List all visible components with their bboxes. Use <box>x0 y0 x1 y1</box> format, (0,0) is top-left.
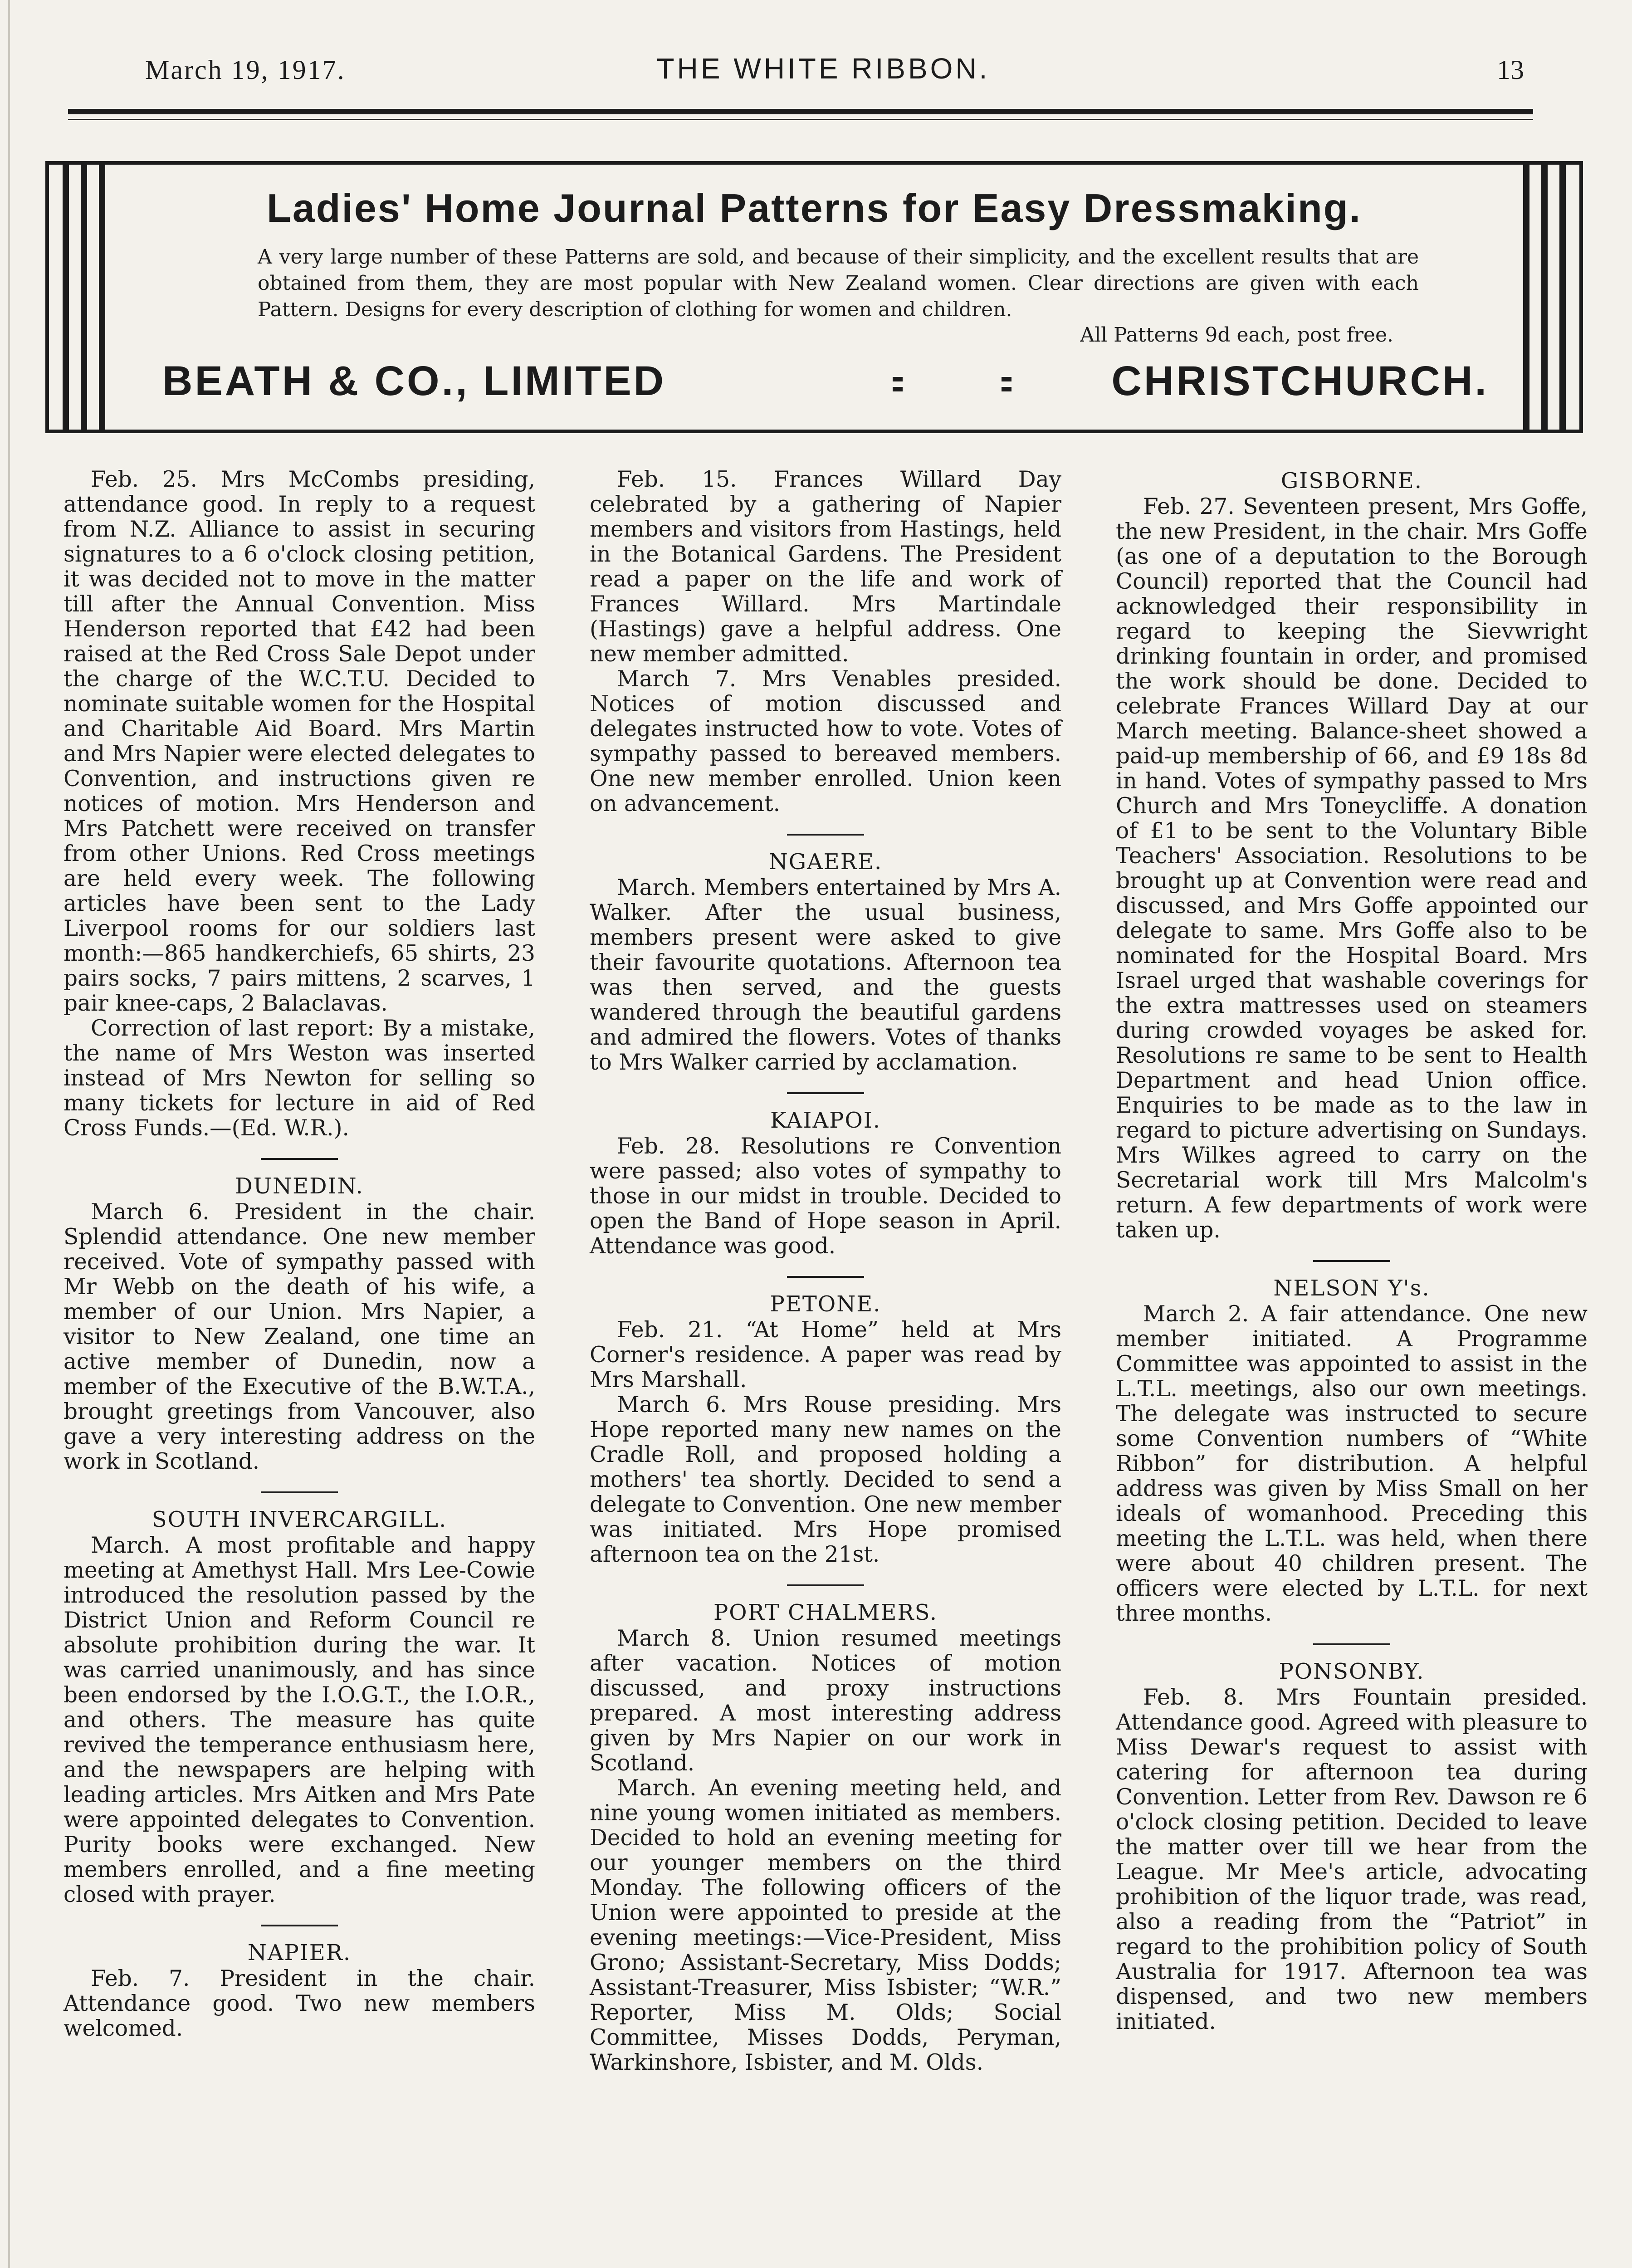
report-heading: GISBORNE. <box>1280 468 1423 494</box>
report-paragraph: Feb. 25. Mrs McCombs presiding, attendance good. In reply to a request from N.Z. Alliance to assist in securing signatures to a 6 o'clock closing petition, it was decided not to move in the matter till after the Annual Convention. Miss Henderson reported that £42 had been raised at the Red Cross Sale Depot under the charge of the W.C.T.U. Decided to nominate suitable women for the Hospital and Charitable Aid Board. Mrs Martin and Mrs Napier were elected delegates to Convention, and instructions given re notices of motion. Mrs Henderson and Mrs Patchett were received on transfer from other Unions. Red Cross meetings are held every week. The following articles have been sent to the Lady Liverpool rooms for our soldiers last month:—865 handkerchiefs, 65 shirts, 23 pairs socks, 7 pairs mittens, 2 scarves, 1 pair knee-caps, 2 Balaclavas. <box>64 467 535 1016</box>
ad-city: CHRISTCHURCH. <box>1111 358 1489 404</box>
report-ponsonby <box>1116 1658 1588 2034</box>
page-edge <box>8 0 10 2268</box>
report-heading: NAPIER. <box>247 1940 352 1965</box>
report-paragraph: Feb. 7. President in the chair. Attendance good. Two new members welcomed. <box>64 1966 535 2041</box>
ad-blurb: A very large number of these Patterns are sold, and because of their simplicity, and the excellent results that are obtained from them, they are most popular with New Zealand women. Clear directions are given with each Pattern. Designs for every description of clothing for women and children. <box>258 245 1419 321</box>
report-petone <box>590 1290 1061 1567</box>
section-separator <box>787 1276 864 1278</box>
column-3 <box>1116 467 1588 2034</box>
column-2 <box>590 467 1061 2075</box>
ad-separator <box>1002 377 1011 381</box>
report-port-chalmers <box>590 1599 1061 2075</box>
report-gisborne <box>1116 467 1588 1243</box>
section-separator <box>261 1925 338 1926</box>
header-rule <box>68 109 1533 114</box>
report-heading: SOUTH INVERCARGILL. <box>151 1507 447 1532</box>
section-separator <box>261 1491 338 1493</box>
ad-price: All Patterns 9d each, post free. <box>1080 323 1393 347</box>
report-paragraph: March. Members entertained by Mrs A. Walker. After the usual business, members present were asked to give their favourite quotations. Afternoon tea was then served, and the guests wandered through the beautiful gardens and admired the flowers. Votes of thanks to Mrs Walker carried by acclamation. <box>590 875 1061 1075</box>
report-paragraph: March 8. Union resumed meetings after vacation. Notices of motion discussed, and proxy instructions prepared. A most interesting address given by Mrs Napier on our work in Scotland. <box>590 1626 1061 1776</box>
report-paragraph: Feb. 28. Resolutions re Convention were passed; also votes of sympathy to those in our midst in trouble. Decided to open the Band of Hope season in April. Attendance was good. <box>590 1134 1061 1259</box>
report-nelson <box>1116 1275 1588 1626</box>
report-heading: DUNEDIN. <box>235 1173 364 1199</box>
report-heading: NGAERE. <box>768 849 883 875</box>
report-napier-continued <box>590 467 1061 816</box>
ad-separator <box>893 377 903 381</box>
report-paragraph: March. A most profitable and happy meeting at Amethyst Hall. Mrs Lee-Cowie introduced the resolution passed by the District Union and Reform Council re absolute prohibition during the war. It was carried unanimously, and has since been endorsed by the I.O.G.T., the I.O.R., and others. The measure has quite revived the temperance enthusiasm here, and the newspapers are helping with leading articles. Mrs Aitken and Mrs Pate were appointed delegates to Convention. Purity books were exchanged. New members enrolled, and a fine meeting closed with prayer. <box>64 1533 535 1907</box>
report-heading: PETONE. <box>770 1291 881 1317</box>
section-separator <box>787 1584 864 1586</box>
header-rule-thin <box>68 119 1533 120</box>
section-separator <box>787 1092 864 1094</box>
section-separator <box>1313 1643 1390 1645</box>
section-separator <box>787 834 864 836</box>
publication-title: THE WHITE RIBBON. <box>656 52 990 85</box>
report-paragraph: March 7. Mrs Venables presided. Notices of motion discussed and delegates instructed how to vote. Votes of sympathy passed to bereaved members. One new member enrolled. Union keen on advancement. <box>590 666 1061 816</box>
masthead <box>104 45 1542 100</box>
column-1 <box>64 467 535 2041</box>
report-heading: NELSON Y's. <box>1273 1276 1430 1301</box>
ad-firm-name: BEATH & CO., LIMITED <box>162 358 666 404</box>
report-kaiapoi <box>590 1107 1061 1259</box>
report-paragraph: March. An evening meeting held, and nine young women initiated as members. Decided to hold an evening meeting for our younger members on the third Monday. The following officers of the Union were appointed to preside at the evening meetings:—Vice-President, Miss Grono; Assistant-Secretary, Miss Dodds; Assistant-Treasurer, Miss Isbister; “W.R.” Reporter, Miss M. Olds; Social Committee, Misses Dodds, Peryman, Warkinshore, Isbister, and M. Olds. <box>590 1775 1061 2075</box>
section-separator <box>261 1158 338 1160</box>
report-ngaere <box>590 848 1061 1075</box>
report-south-invercargill <box>64 1506 535 1907</box>
report-continued <box>64 467 535 1141</box>
report-heading: PORT CHALMERS. <box>713 1600 938 1625</box>
advertisement-box <box>45 161 1583 433</box>
issue-date: March 19, 1917. <box>145 55 346 85</box>
report-paragraph: March 6. Mrs Rouse presiding. Mrs Hope reported many new names on the Cradle Roll, and proposed holding a mothers' tea shortly. Decided to send a delegate to Convention. One new member was initiated. Mrs Hope promised afternoon tea on the 21st. <box>590 1392 1061 1567</box>
report-paragraph: Feb. 8. Mrs Fountain presided. Attendance good. Agreed with pleasure to Miss Dewar's request to assist with catering for afternoon tea during Convention. Letter from Rev. Dawson re 6 o'clock closing petition. Decided to leave the matter over till we hear from the League. Mr Mee's article, advocating prohibition of the liquor trade, was read, also a reading from the “Patriot” in regard to the prohibition policy of South Australia for 1917. Afternoon tea was dispensed, and two new members initiated. <box>1116 1685 1588 2034</box>
ad-border-right <box>1511 165 1579 430</box>
report-paragraph: Feb. 27. Seventeen present, Mrs Goffe, the new President, in the chair. Mrs Goffe (as one of a deputation to the Borough Council) reported that the Council had acknowledged their responsibility in regard to keeping the Sievwright drinking fountain in order, and promised the work should be done. Decided to celebrate Frances Willard Day at our March meeting. Balance-sheet showed a paid-up membership of 66, and £9 18s 8d in hand. Votes of sympathy passed to Mrs Church and Mrs Toneycliffe. A donation of £1 to be sent to the Voluntary Bible Teachers' Association. Resolutions to be brought up at Convention were read and discussed, and Mrs Goffe appointed our delegate to same. Mrs Goffe also to be nominated for the Hospital Board. Mrs Israel urged that washable coverings for the extra mattresses used on steamers during crowded voyages be asked for. Resolutions re same to be sent to Health Department and head Union office. Enquiries to be made as to the law in regard to picture advertising on Sundays. Mrs Wilkes agreed to carry on the Secretarial work till Mrs Malcolm's return. A few departments of work were taken up. <box>1116 494 1588 1243</box>
report-paragraph: Feb. 15. Frances Willard Day celebrated by a gathering of Napier members and visitors from Hastings, held in the Botanical Gardens. The President read a paper on the life and work of Frances Willard. Mrs Martindale (Hastings) gave a helpful address. One new member admitted. <box>590 467 1061 667</box>
report-heading: KAIAPOI. <box>770 1108 881 1133</box>
report-paragraph: Correction of last report: By a mistake, the name of Mrs Weston was inserted instead of Mrs Newton for selling so many tickets for lecture in aid of Red Cross Funds.—(Ed. W.R.). <box>64 1016 535 1141</box>
report-heading: PONSONBY. <box>1279 1659 1425 1684</box>
ad-border-left <box>49 165 117 430</box>
page-number: 13 <box>1497 55 1524 85</box>
report-napier <box>64 1939 535 2041</box>
report-paragraph: March 2. A fair attendance. One new member initiated. A Programme Committee was appointed to assist in the L.T.L. meetings, also our own meetings. The delegate was instructed to secure some Convention numbers of “White Ribbon” for distribution. A helpful address was given by Miss Small on her ideals of womanhood. Preceding this meeting the L.T.L. was held, when there were about 40 children present. The officers were elected by L.T.L. for next three months. <box>1116 1301 1588 1626</box>
report-paragraph: March 6. President in the chair. Splendid attendance. One new member received. Vote of sympathy passed with Mr Webb on the death of his wife, a member of our Union. Mrs Napier, a visitor to New Zealand, one time an active member of Dunedin, now a member of the Executive of the B.W.T.A., brought greetings from Vancouver, also gave a very interesting address on the work in Scotland. <box>64 1199 535 1474</box>
report-paragraph: Feb. 21. “At Home” held at Mrs Corner's residence. A paper was read by Mrs Marshall. <box>590 1317 1061 1393</box>
ad-headline: Ladies' Home Journal Patterns for Easy Dressmaking. <box>267 186 1362 230</box>
section-separator <box>1313 1260 1390 1262</box>
report-dunedin <box>64 1173 535 1474</box>
